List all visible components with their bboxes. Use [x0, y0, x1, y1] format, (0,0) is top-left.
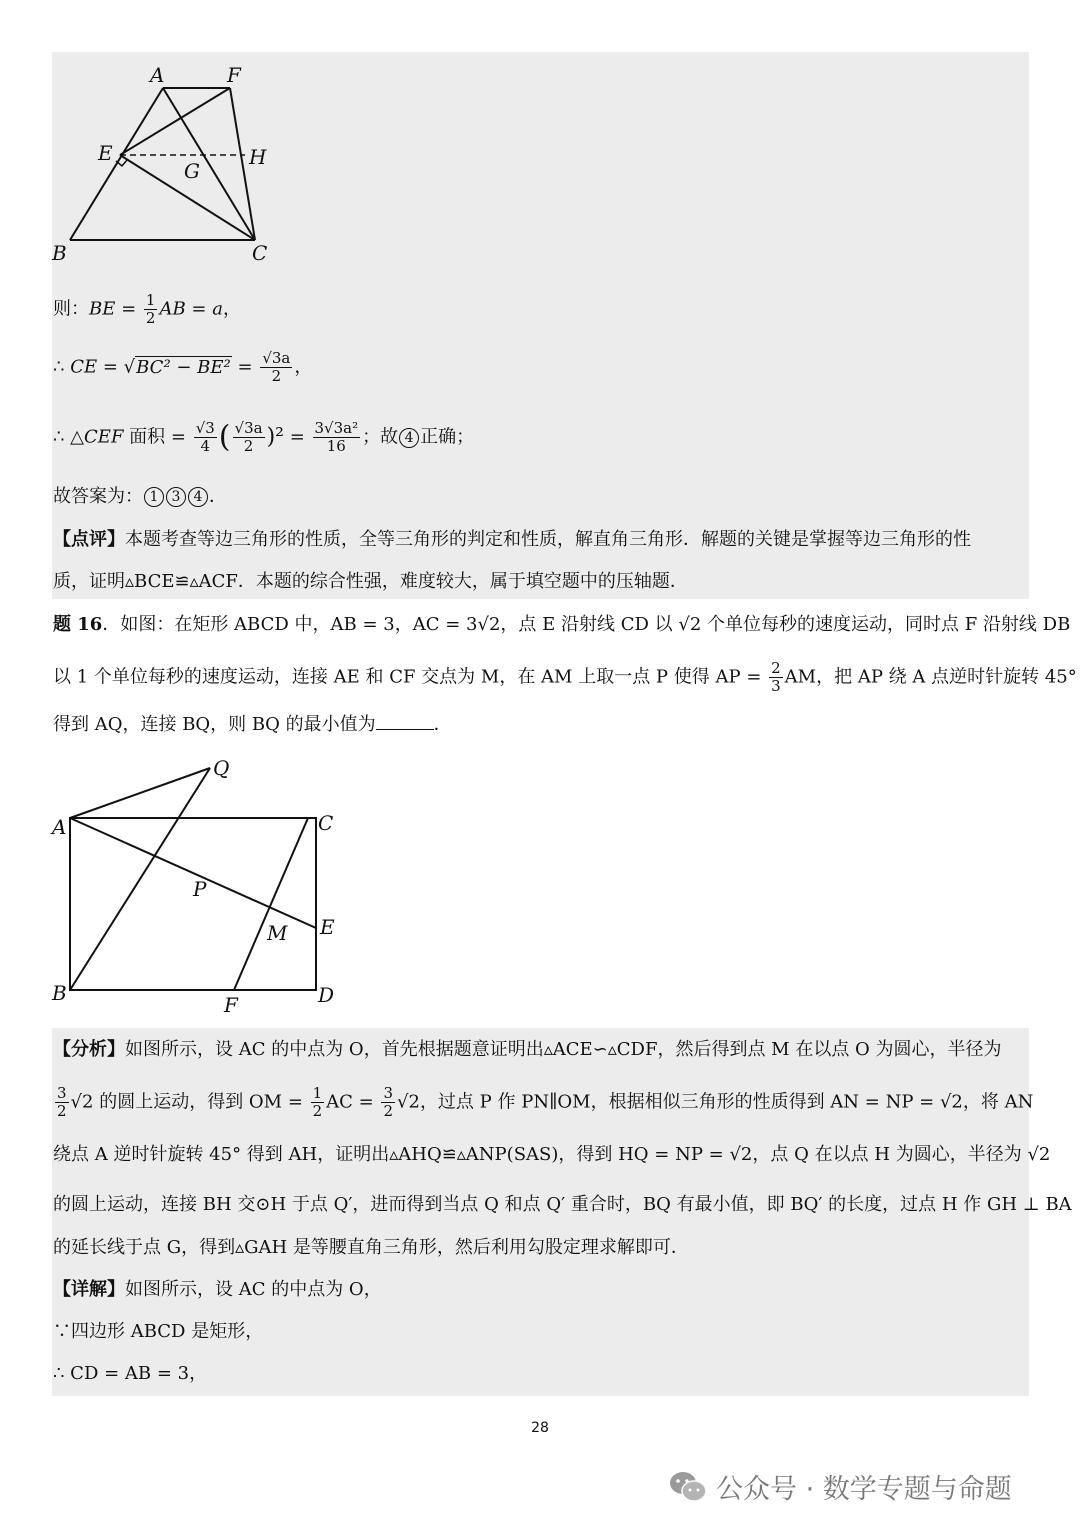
text: 正确； — [420, 426, 475, 448]
label-B: B — [52, 981, 67, 1005]
label-C: C — [318, 811, 334, 835]
text: 的延长线于点 G，得到▵GAH 是等腰直角三角形，然后利用勾股定理求解即可． — [53, 1237, 689, 1258]
var: AB — [159, 298, 186, 320]
text: AM，把 AP 绕 A 点逆时针旋转 45° — [784, 666, 1077, 688]
text: = — [115, 298, 142, 320]
page-number: 28 — [531, 1420, 549, 1436]
label-F: F — [224, 993, 238, 1017]
analysis-line-4 — [53, 1193, 1072, 1217]
den: 2 — [383, 1102, 394, 1120]
comment-tag: 【点评】 — [53, 529, 125, 550]
text: ．如图：在矩形 ABCD 中，AB = 3，AC = 3√2，点 E 沿射线 CD 以 √2 个单位每秒的速度运动，同时点 F 沿射线 DB — [102, 614, 1071, 635]
den: 4 — [200, 437, 211, 455]
den: 2 — [145, 309, 156, 327]
text: 本题考查等边三角形的性质，全等三角形的判定和性质，解直角三角形．解题的关键是掌握等边三角形的性 — [125, 529, 971, 550]
text: ， — [222, 298, 241, 320]
solution-line-3 — [53, 420, 474, 455]
num: 2 — [771, 659, 781, 677]
paren: ( — [218, 419, 231, 455]
num: 3√3a² — [314, 419, 359, 437]
text: 面积 = — [123, 426, 192, 448]
text: 如图所示，设 AC 的中点为 O， — [125, 1279, 382, 1300]
figure-trapezoid — [45, 60, 285, 270]
fraction — [260, 350, 292, 385]
label-D: D — [318, 983, 335, 1007]
label-B: B — [52, 241, 67, 265]
num: 3 — [383, 1084, 394, 1102]
label-F: F — [227, 63, 241, 87]
text: ， — [294, 356, 313, 378]
text: ；故 — [362, 426, 399, 448]
solution-line-1 — [53, 292, 241, 327]
label-E: E — [320, 915, 335, 939]
den: 2 — [271, 367, 282, 385]
text: 以 1 个单位每秒的速度运动，连接 AE 和 CF 交点为 M，在 AM 上取一点 P 使得 AP = — [53, 666, 768, 688]
label-Q: Q — [213, 756, 230, 780]
text: 的圆上运动，连接 BH 交⊙H 于点 Q′，进而得到当点 Q 和点 Q′ 重合时，BQ 有最小值，即 BQ′ 的长度，过点 H 作 GH ⊥ BA — [53, 1194, 1072, 1215]
label-A: A — [150, 63, 165, 87]
text: = — [231, 356, 259, 378]
problem-tag: 题 16 — [53, 614, 103, 635]
den: 2 — [312, 1102, 323, 1120]
comment-line-2 — [53, 570, 688, 594]
text: ∵四边形 ABCD 是矩形， — [53, 1321, 264, 1342]
text: ． — [209, 486, 227, 507]
text: = √ — [97, 356, 136, 378]
den: 16 — [326, 437, 346, 455]
label-G: G — [184, 159, 200, 183]
label-A: A — [52, 815, 67, 839]
num: √3a — [262, 349, 291, 367]
den: 2 — [57, 1102, 67, 1120]
figure-rectangle — [45, 752, 345, 1017]
label-E: E — [98, 141, 113, 165]
fraction — [311, 1085, 325, 1120]
analysis-line-1 — [53, 1038, 1002, 1062]
text: = — [283, 426, 311, 448]
var: BE — [89, 298, 116, 320]
text: = — [185, 298, 213, 320]
label-C: C — [252, 241, 268, 265]
text: √2，过点 P 作 PN∥OM，根据相似三角形的性质得到 AN = NP = √2，将 AN — [397, 1091, 1034, 1113]
watermark-text: 公众号 · 数学专题与命题 — [716, 1474, 1012, 1505]
detail-line-3 — [53, 1362, 207, 1386]
text: AC = — [326, 1091, 380, 1113]
var: a — [212, 298, 223, 320]
detail-tag: 【详解】 — [53, 1279, 125, 1300]
watermark — [668, 1467, 1012, 1511]
solution-line-2 — [53, 350, 312, 385]
fraction — [313, 420, 361, 455]
text: 质，证明▵BCE≌▵ACF．本题的综合性强，难度较大，属于填空题中的压轴题． — [53, 571, 688, 592]
paren: )² — [266, 424, 284, 450]
label-P: P — [193, 877, 207, 901]
text: √2 的圆上运动，得到 OM = — [70, 1091, 309, 1113]
var: CEF — [84, 426, 124, 448]
fraction — [381, 1085, 395, 1120]
text: 故答案为： — [53, 486, 143, 507]
num: 3 — [57, 1084, 67, 1102]
den: 2 — [243, 437, 254, 455]
analysis-line-3 — [53, 1143, 1050, 1167]
analysis-line-5 — [53, 1236, 689, 1260]
text: ∴ △ — [53, 426, 85, 448]
detail-line-1 — [53, 1278, 382, 1302]
text: ． — [433, 714, 452, 735]
num: √3a — [234, 419, 263, 437]
label-M: M — [267, 921, 288, 945]
answer-line — [53, 485, 227, 509]
problem16-line-2 — [53, 660, 1077, 695]
label-H: H — [249, 145, 267, 169]
fraction — [55, 1085, 69, 1120]
fraction — [144, 292, 158, 327]
fraction — [769, 660, 783, 695]
wechat-icon — [668, 1470, 708, 1511]
fraction — [233, 420, 265, 455]
num: 1 — [145, 291, 156, 309]
text: 则： — [53, 298, 89, 320]
analysis-tag: 【分析】 — [53, 1039, 125, 1060]
text: ∴ CD = AB = 3， — [53, 1363, 208, 1384]
circled-number: 1 — [144, 487, 164, 507]
answer-blank — [376, 713, 434, 730]
text: 如图所示，设 AC 的中点为 O，首先根据题意证明出▵ACE∽▵CDF，然后得到点 M 在以点 O 为圆心，半径为 — [125, 1039, 1002, 1060]
problem16-line-1 — [53, 613, 1070, 637]
circled-number: 4 — [399, 428, 419, 448]
text: 绕点 A 逆时针旋转 45° 得到 AH，证明出▵AHQ≌▵ANP(SAS)，得到 HQ = NP = √2，点 Q 在以点 H 为圆心，半径为 √2 — [53, 1144, 1051, 1165]
text: 得到 AQ，连接 BQ，则 BQ 的最小值为 — [53, 714, 376, 735]
radicand: BC² − BE² — [136, 356, 231, 378]
analysis-line-2 — [53, 1085, 1033, 1120]
fraction — [194, 420, 217, 455]
comment-line-1 — [53, 528, 971, 552]
var: CE — [70, 356, 98, 378]
problem16-line-3 — [53, 713, 452, 737]
circled-number: 3 — [166, 487, 186, 507]
circled-number: 4 — [188, 487, 208, 507]
text: ∴ — [53, 356, 71, 378]
detail-line-2 — [53, 1320, 263, 1344]
den: 3 — [771, 677, 781, 695]
num: √3 — [195, 419, 215, 437]
num: 1 — [312, 1084, 323, 1102]
